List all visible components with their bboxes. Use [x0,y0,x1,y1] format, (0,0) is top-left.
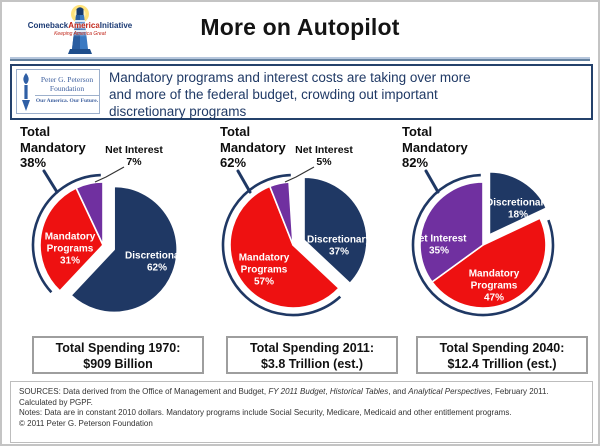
pie-chart-2040 [388,121,578,335]
peterson-foundation-logo [16,69,100,114]
pie-chart-1970 [8,121,198,335]
pie-2011 [198,121,388,335]
total-mandatory-tick [44,171,57,192]
logo-wordmark: ComebackAmericaInitiative [27,21,133,30]
sources-line2: Calculated by PGPF. [19,397,93,407]
page-title: More on Autopilot [200,14,400,40]
sources-line: SOURCES: Data derived from the Office of Management and Budget, FY 2011 Budget, Historical Tables, and Analytical Perspectives, February 2011. [19,387,549,396]
net-interest-callout: Net Interest 7% [105,144,163,168]
torch-icon [19,72,33,112]
slice-label: Discretionary 62% [125,250,189,274]
total-spending-box-1970: Total Spending 1970: $909 Billion [32,336,204,374]
total-mandatory-tick [426,171,438,192]
sources-footer [10,381,593,443]
total-spending-box-2040: Total Spending 2040: $12.4 Trillion (est.) [416,336,588,374]
title-divider [10,57,590,61]
pie-2040 [388,121,578,335]
slice-label: Net Interest 35% [411,233,467,257]
notes-line: Notes: Data are in constant 2010 dollars. Mandatory programs include Social Security, Medicare, Medicaid and other entitlement programs. [19,408,512,417]
headline-text: Mandatory programs and interest costs are taking over more and more of the federal budget, crowding out important discretionary programs [109,70,471,119]
pie-1970 [8,121,198,335]
pie-chart-2011 [198,121,388,335]
headline-box [10,64,593,120]
total-mandatory-label: Total Mandatory 62% [220,124,286,170]
slice-label: Mandatory Programs 57% [238,252,290,288]
slice-label: Discretionary 37% [307,234,371,258]
slice-label: Mandatory Programs 31% [44,231,96,267]
total-mandatory-label: Total Mandatory 38% [20,124,86,170]
peterson-foundation-text: Peter G. Peterson Foundation Our America. Our Future. [35,75,99,104]
net-interest-callout: Net Interest 5% [295,144,353,168]
slice-label: Discretionary 18% [486,197,550,221]
total-spending-box-2011: Total Spending 2011: $3.8 Trillion (est.) [226,336,398,374]
copyright-line: © 2011 Peter G. Peterson Foundation [19,418,153,428]
total-mandatory-label: Total Mandatory 82% [402,124,468,170]
slice-label: Mandatory Programs 47% [468,268,520,304]
total-mandatory-tick [238,171,250,192]
logo-tagline: Keeping America Great [54,31,106,37]
